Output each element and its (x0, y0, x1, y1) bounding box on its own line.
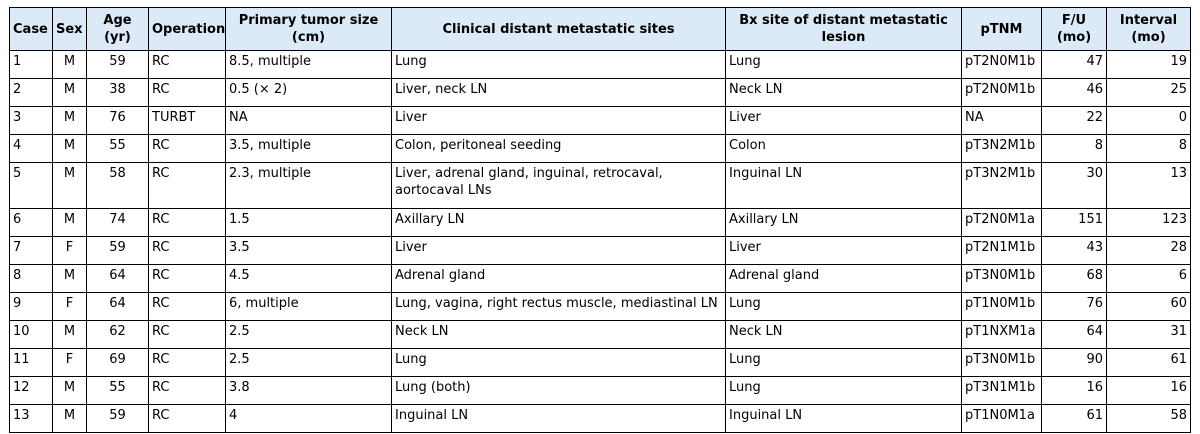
cell-operation: RC (149, 51, 226, 79)
cell-metastatic-sites: Liver, adrenal gland, inguinal, retrocaval, aortocaval LNs (392, 163, 726, 209)
cell-sex: F (53, 293, 87, 321)
cell-operation: RC (149, 163, 226, 209)
cell-age: 76 (87, 107, 149, 135)
header-clinical-metastatic-sites: Clinical distant metastatic sites (392, 8, 726, 51)
cell-ptnm: pT1N0M1b (962, 293, 1042, 321)
cell-interval: 0 (1107, 107, 1191, 135)
table-row (10, 79, 1191, 107)
header-operation: Operation (149, 8, 226, 51)
cell-age: 69 (87, 349, 149, 377)
cell-operation: RC (149, 135, 226, 163)
cell-metastatic-sites: Adrenal gland (392, 265, 726, 293)
cell-metastatic-sites: Lung (392, 51, 726, 79)
cell-interval: 8 (1107, 135, 1191, 163)
cell-age: 64 (87, 265, 149, 293)
cell-operation: RC (149, 377, 226, 405)
cell-bx-site: Liver (726, 107, 962, 135)
cell-case: 7 (10, 237, 53, 265)
cell-ptnm: pT3N2M1b (962, 163, 1042, 209)
cell-follow-up: 90 (1042, 349, 1107, 377)
cell-age: 55 (87, 135, 149, 163)
cell-follow-up: 46 (1042, 79, 1107, 107)
cell-interval: 16 (1107, 377, 1191, 405)
cell-operation: RC (149, 209, 226, 237)
table-row (10, 265, 1191, 293)
cell-tumor-size: 2.5 (226, 349, 392, 377)
table-row (10, 293, 1191, 321)
table-row (10, 321, 1191, 349)
cell-case: 3 (10, 107, 53, 135)
cell-tumor-size: 4.5 (226, 265, 392, 293)
cell-follow-up: 47 (1042, 51, 1107, 79)
header-bx-site: Bx site of distant metastatic lesion (726, 8, 962, 51)
cell-operation: RC (149, 265, 226, 293)
cell-age: 64 (87, 293, 149, 321)
cell-age: 55 (87, 377, 149, 405)
cell-age: 59 (87, 237, 149, 265)
cell-case: 10 (10, 321, 53, 349)
table-row (10, 237, 1191, 265)
cell-case: 1 (10, 51, 53, 79)
cell-sex: M (53, 79, 87, 107)
cell-follow-up: 151 (1042, 209, 1107, 237)
cell-follow-up: 68 (1042, 265, 1107, 293)
cell-bx-site: Adrenal gland (726, 265, 962, 293)
cell-sex: M (53, 209, 87, 237)
cell-bx-site: Neck LN (726, 321, 962, 349)
header-sex: Sex (53, 8, 87, 51)
cell-tumor-size: 6, multiple (226, 293, 392, 321)
cell-operation: RC (149, 321, 226, 349)
cell-metastatic-sites: Lung (392, 349, 726, 377)
cell-ptnm: pT1NXM1a (962, 321, 1042, 349)
cell-interval: 61 (1107, 349, 1191, 377)
cell-follow-up: 64 (1042, 321, 1107, 349)
table-header (10, 8, 1191, 51)
cell-case: 12 (10, 377, 53, 405)
cell-tumor-size: 8.5, multiple (226, 51, 392, 79)
cell-case: 11 (10, 349, 53, 377)
cell-bx-site: Colon (726, 135, 962, 163)
cell-sex: M (53, 163, 87, 209)
cell-interval: 28 (1107, 237, 1191, 265)
cell-operation: RC (149, 293, 226, 321)
cell-bx-site: Lung (726, 349, 962, 377)
cell-tumor-size: 1.5 (226, 209, 392, 237)
cell-bx-site: Inguinal LN (726, 163, 962, 209)
cell-tumor-size: 4 (226, 405, 392, 433)
header-case: Case (10, 8, 53, 51)
cell-interval: 60 (1107, 293, 1191, 321)
cell-interval: 123 (1107, 209, 1191, 237)
cell-tumor-size: NA (226, 107, 392, 135)
table-row (10, 51, 1191, 79)
cell-ptnm: pT2N0M1a (962, 209, 1042, 237)
cell-sex: M (53, 51, 87, 79)
cell-sex: M (53, 321, 87, 349)
cell-case: 9 (10, 293, 53, 321)
cell-bx-site: Inguinal LN (726, 405, 962, 433)
cell-case: 13 (10, 405, 53, 433)
table-row (10, 163, 1191, 209)
header-ptnm: pTNM (962, 8, 1042, 51)
cell-ptnm: pT3N0M1b (962, 349, 1042, 377)
cell-ptnm: pT3N2M1b (962, 135, 1042, 163)
cell-age: 59 (87, 51, 149, 79)
header-age: Age (yr) (87, 8, 149, 51)
cell-metastatic-sites: Liver (392, 107, 726, 135)
header-primary-tumor-size: Primary tumor size (cm) (226, 8, 392, 51)
cell-metastatic-sites: Colon, peritoneal seeding (392, 135, 726, 163)
cell-sex: F (53, 237, 87, 265)
cell-metastatic-sites: Inguinal LN (392, 405, 726, 433)
table-row (10, 377, 1191, 405)
cell-operation: TURBT (149, 107, 226, 135)
cell-metastatic-sites: Liver (392, 237, 726, 265)
table-row (10, 405, 1191, 433)
cell-ptnm: pT1N0M1a (962, 405, 1042, 433)
cell-operation: RC (149, 349, 226, 377)
cell-ptnm: pT2N0M1b (962, 51, 1042, 79)
cell-interval: 19 (1107, 51, 1191, 79)
cell-bx-site: Neck LN (726, 79, 962, 107)
cell-sex: M (53, 405, 87, 433)
cell-age: 59 (87, 405, 149, 433)
cell-operation: RC (149, 405, 226, 433)
cell-follow-up: 8 (1042, 135, 1107, 163)
cell-sex: M (53, 265, 87, 293)
table-row (10, 349, 1191, 377)
table-row (10, 107, 1191, 135)
cell-sex: M (53, 107, 87, 135)
cell-interval: 58 (1107, 405, 1191, 433)
cell-age: 74 (87, 209, 149, 237)
header-row (10, 8, 1191, 51)
cell-tumor-size: 0.5 (× 2) (226, 79, 392, 107)
cell-metastatic-sites: Neck LN (392, 321, 726, 349)
cell-bx-site: Lung (726, 377, 962, 405)
cell-follow-up: 22 (1042, 107, 1107, 135)
cell-age: 62 (87, 321, 149, 349)
cell-tumor-size: 3.8 (226, 377, 392, 405)
table-row (10, 135, 1191, 163)
cell-follow-up: 61 (1042, 405, 1107, 433)
cell-bx-site: Lung (726, 293, 962, 321)
cell-age: 58 (87, 163, 149, 209)
table-body (10, 51, 1191, 433)
cell-case: 8 (10, 265, 53, 293)
cell-case: 6 (10, 209, 53, 237)
cell-sex: M (53, 377, 87, 405)
metastasis-case-table (9, 7, 1191, 433)
cell-follow-up: 30 (1042, 163, 1107, 209)
header-interval: Interval (mo) (1107, 8, 1191, 51)
cell-follow-up: 16 (1042, 377, 1107, 405)
cell-tumor-size: 2.5 (226, 321, 392, 349)
cell-bx-site: Lung (726, 51, 962, 79)
cell-case: 5 (10, 163, 53, 209)
cell-case: 4 (10, 135, 53, 163)
cell-follow-up: 43 (1042, 237, 1107, 265)
cell-ptnm: pT3N0M1b (962, 265, 1042, 293)
cell-interval: 13 (1107, 163, 1191, 209)
cell-ptnm: NA (962, 107, 1042, 135)
cell-ptnm: pT3N1M1b (962, 377, 1042, 405)
cell-ptnm: pT2N0M1b (962, 79, 1042, 107)
cell-sex: F (53, 349, 87, 377)
cell-metastatic-sites: Lung (both) (392, 377, 726, 405)
cell-ptnm: pT2N1M1b (962, 237, 1042, 265)
cell-operation: RC (149, 79, 226, 107)
cell-tumor-size: 3.5, multiple (226, 135, 392, 163)
cell-operation: RC (149, 237, 226, 265)
cell-metastatic-sites: Liver, neck LN (392, 79, 726, 107)
cell-bx-site: Liver (726, 237, 962, 265)
cell-sex: M (53, 135, 87, 163)
cell-case: 2 (10, 79, 53, 107)
cell-interval: 25 (1107, 79, 1191, 107)
cell-bx-site: Axillary LN (726, 209, 962, 237)
cell-metastatic-sites: Lung, vagina, right rectus muscle, mediastinal LN (392, 293, 726, 321)
cell-metastatic-sites: Axillary LN (392, 209, 726, 237)
cell-interval: 31 (1107, 321, 1191, 349)
cell-age: 38 (87, 79, 149, 107)
cell-follow-up: 76 (1042, 293, 1107, 321)
table-row (10, 209, 1191, 237)
header-follow-up: F/U (mo) (1042, 8, 1107, 51)
cell-tumor-size: 2.3, multiple (226, 163, 392, 209)
cell-interval: 6 (1107, 265, 1191, 293)
cell-tumor-size: 3.5 (226, 237, 392, 265)
